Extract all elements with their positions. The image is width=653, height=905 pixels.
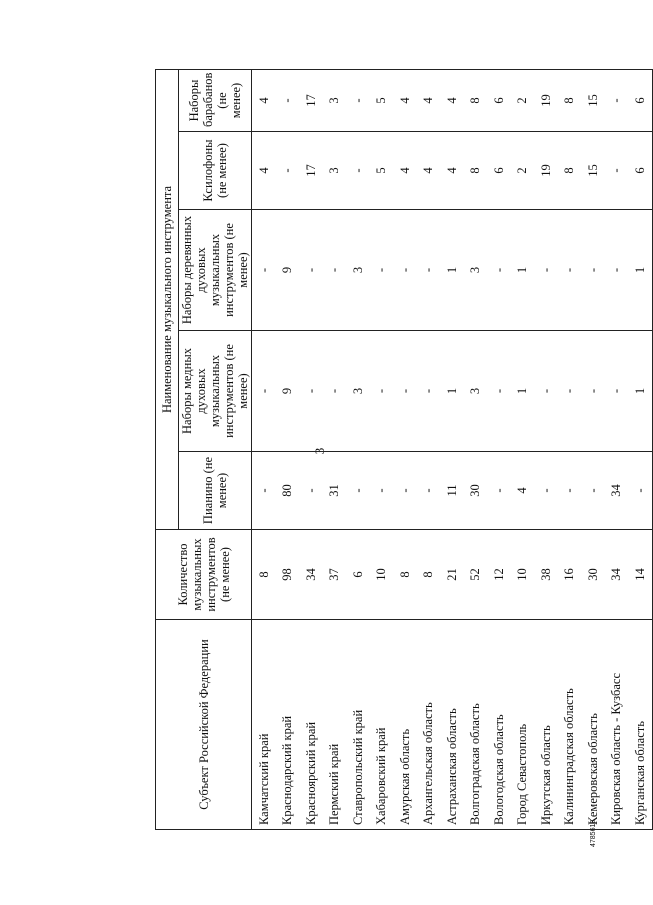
header-woodwind: Наборы деревянных духовых музыкальных инструментов (не менее) bbox=[179, 210, 252, 331]
cell-woodwind: 1 bbox=[440, 210, 464, 331]
cell-piano: - bbox=[558, 452, 582, 530]
cell-brass: - bbox=[299, 331, 323, 452]
cell-xylophones: 19 bbox=[534, 132, 558, 210]
cell-xylophones: 5 bbox=[370, 132, 394, 210]
cell-brass: 3 bbox=[464, 331, 488, 452]
cell-total: 34 bbox=[605, 530, 629, 620]
cell-xylophones: 2 bbox=[511, 132, 535, 210]
cell-brass: - bbox=[487, 331, 511, 452]
cell-woodwind: - bbox=[370, 210, 394, 331]
header-instrument-group: Наименование музыкального инструмента bbox=[156, 69, 179, 529]
cell-total: 37 bbox=[323, 530, 347, 620]
instruments-table bbox=[155, 69, 653, 830]
cell-drums: 6 bbox=[628, 69, 652, 131]
page-number: 3 bbox=[312, 447, 327, 455]
cell-piano: - bbox=[346, 452, 370, 530]
cell-piano: - bbox=[370, 452, 394, 530]
cell-xylophones: - bbox=[346, 132, 370, 210]
cell-drums: - bbox=[276, 69, 300, 131]
cell-woodwind: 3 bbox=[464, 210, 488, 331]
cell-drums: 5 bbox=[370, 69, 394, 131]
cell-region: Кемеровская область bbox=[581, 620, 605, 830]
table-row bbox=[534, 69, 558, 829]
cell-total: 12 bbox=[487, 530, 511, 620]
table-row bbox=[276, 69, 300, 829]
cell-drums: 4 bbox=[252, 69, 276, 131]
cell-piano: - bbox=[417, 452, 441, 530]
cell-woodwind: - bbox=[558, 210, 582, 331]
document-code: 4785618 bbox=[590, 819, 597, 847]
cell-total: 10 bbox=[511, 530, 535, 620]
cell-piano: 4 bbox=[511, 452, 535, 530]
cell-total: 8 bbox=[417, 530, 441, 620]
cell-woodwind: - bbox=[605, 210, 629, 331]
cell-piano: 80 bbox=[276, 452, 300, 530]
cell-total: 30 bbox=[581, 530, 605, 620]
cell-xylophones: 15 bbox=[581, 132, 605, 210]
cell-xylophones: - bbox=[605, 132, 629, 210]
cell-brass: - bbox=[605, 331, 629, 452]
cell-woodwind: - bbox=[393, 210, 417, 331]
cell-total: 14 bbox=[628, 530, 652, 620]
cell-total: 21 bbox=[440, 530, 464, 620]
cell-brass: - bbox=[581, 331, 605, 452]
table-row bbox=[464, 69, 488, 829]
cell-region: Иркутская область bbox=[534, 620, 558, 830]
cell-xylophones: 8 bbox=[464, 132, 488, 210]
cell-brass: - bbox=[534, 331, 558, 452]
table-row bbox=[417, 69, 441, 829]
cell-xylophones: 4 bbox=[440, 132, 464, 210]
cell-xylophones: 4 bbox=[393, 132, 417, 210]
cell-xylophones: 8 bbox=[558, 132, 582, 210]
cell-total: 6 bbox=[346, 530, 370, 620]
cell-xylophones: 17 bbox=[299, 132, 323, 210]
table-row bbox=[252, 69, 276, 829]
cell-xylophones: 4 bbox=[417, 132, 441, 210]
table-row bbox=[511, 69, 535, 829]
header-drums: Наборы барабанов (не менее) bbox=[179, 69, 252, 131]
cell-drums: - bbox=[605, 69, 629, 131]
cell-woodwind: - bbox=[323, 210, 347, 331]
cell-brass: 1 bbox=[628, 331, 652, 452]
cell-region: Астраханская область bbox=[440, 620, 464, 830]
cell-drums: 2 bbox=[511, 69, 535, 131]
table-row bbox=[299, 69, 323, 829]
table-row bbox=[440, 69, 464, 829]
header-region: Субъект Российской Федерации bbox=[156, 620, 252, 830]
cell-woodwind: - bbox=[417, 210, 441, 331]
cell-region: Архангельская область bbox=[417, 620, 441, 830]
table-row bbox=[393, 69, 417, 829]
cell-piano: - bbox=[252, 452, 276, 530]
table-row bbox=[605, 69, 629, 829]
cell-region: Вологодская область bbox=[487, 620, 511, 830]
cell-piano: 34 bbox=[605, 452, 629, 530]
cell-piano: - bbox=[534, 452, 558, 530]
table-row bbox=[346, 69, 370, 829]
cell-brass: - bbox=[323, 331, 347, 452]
table-row bbox=[323, 69, 347, 829]
cell-drums: - bbox=[346, 69, 370, 131]
cell-total: 8 bbox=[252, 530, 276, 620]
cell-region: Краснодарский край bbox=[276, 620, 300, 830]
cell-drums: 17 bbox=[299, 69, 323, 131]
cell-woodwind: 3 bbox=[346, 210, 370, 331]
cell-woodwind: 9 bbox=[276, 210, 300, 331]
cell-woodwind: - bbox=[487, 210, 511, 331]
cell-brass: - bbox=[370, 331, 394, 452]
cell-brass: 3 bbox=[346, 331, 370, 452]
header-xylophones: Ксилофоны (не менее) bbox=[179, 132, 252, 210]
cell-region: Пермский край bbox=[323, 620, 347, 830]
cell-woodwind: - bbox=[534, 210, 558, 331]
cell-region: Ставропольский край bbox=[346, 620, 370, 830]
instruments-table-container bbox=[155, 70, 647, 830]
cell-total: 16 bbox=[558, 530, 582, 620]
cell-woodwind: - bbox=[252, 210, 276, 331]
cell-drums: 8 bbox=[558, 69, 582, 131]
cell-drums: 6 bbox=[487, 69, 511, 131]
cell-drums: 15 bbox=[581, 69, 605, 131]
cell-region: Красноярский край bbox=[299, 620, 323, 830]
cell-piano: - bbox=[299, 452, 323, 530]
cell-xylophones: 6 bbox=[487, 132, 511, 210]
cell-woodwind: 1 bbox=[511, 210, 535, 331]
table-row bbox=[628, 69, 652, 829]
cell-brass: 9 bbox=[276, 331, 300, 452]
table-row bbox=[370, 69, 394, 829]
cell-piano: - bbox=[628, 452, 652, 530]
cell-piano: - bbox=[393, 452, 417, 530]
cell-woodwind: - bbox=[581, 210, 605, 331]
table-body bbox=[252, 69, 653, 829]
cell-drums: 4 bbox=[440, 69, 464, 131]
cell-drums: 3 bbox=[323, 69, 347, 131]
cell-total: 8 bbox=[393, 530, 417, 620]
cell-xylophones: 4 bbox=[252, 132, 276, 210]
cell-piano: 31 bbox=[323, 452, 347, 530]
cell-total: 38 bbox=[534, 530, 558, 620]
cell-total: 52 bbox=[464, 530, 488, 620]
cell-drums: 8 bbox=[464, 69, 488, 131]
cell-brass: - bbox=[558, 331, 582, 452]
cell-brass: 1 bbox=[511, 331, 535, 452]
cell-brass: - bbox=[252, 331, 276, 452]
cell-region: Калининградская область bbox=[558, 620, 582, 830]
cell-brass: - bbox=[393, 331, 417, 452]
cell-region: Амурская область bbox=[393, 620, 417, 830]
cell-drums: 4 bbox=[393, 69, 417, 131]
cell-region: Город Севастополь bbox=[511, 620, 535, 830]
cell-piano: - bbox=[487, 452, 511, 530]
cell-region: Хабаровский край bbox=[370, 620, 394, 830]
cell-woodwind: - bbox=[299, 210, 323, 331]
cell-region: Курганская область bbox=[628, 620, 652, 830]
header-brass: Наборы медных духовых музыкальных инструментов (не менее) bbox=[179, 331, 252, 452]
cell-total: 98 bbox=[276, 530, 300, 620]
cell-drums: 4 bbox=[417, 69, 441, 131]
cell-region: Кировская область - Кузбасс bbox=[605, 620, 629, 830]
cell-piano: 11 bbox=[440, 452, 464, 530]
cell-region: Волгоградская область bbox=[464, 620, 488, 830]
cell-region: Камчатский край bbox=[252, 620, 276, 830]
cell-brass: - bbox=[417, 331, 441, 452]
cell-xylophones: 3 bbox=[323, 132, 347, 210]
header-piano: Пианино (не менее) bbox=[179, 452, 252, 530]
cell-piano: - bbox=[581, 452, 605, 530]
cell-total: 10 bbox=[370, 530, 394, 620]
cell-drums: 19 bbox=[534, 69, 558, 131]
cell-woodwind: 1 bbox=[628, 210, 652, 331]
table-row bbox=[558, 69, 582, 829]
cell-xylophones: - bbox=[276, 132, 300, 210]
cell-xylophones: 6 bbox=[628, 132, 652, 210]
cell-brass: 1 bbox=[440, 331, 464, 452]
table-row bbox=[581, 69, 605, 829]
cell-total: 34 bbox=[299, 530, 323, 620]
table-row bbox=[487, 69, 511, 829]
cell-piano: 30 bbox=[464, 452, 488, 530]
header-total: Количество музыкальных инструментов (не менее) bbox=[156, 530, 252, 620]
